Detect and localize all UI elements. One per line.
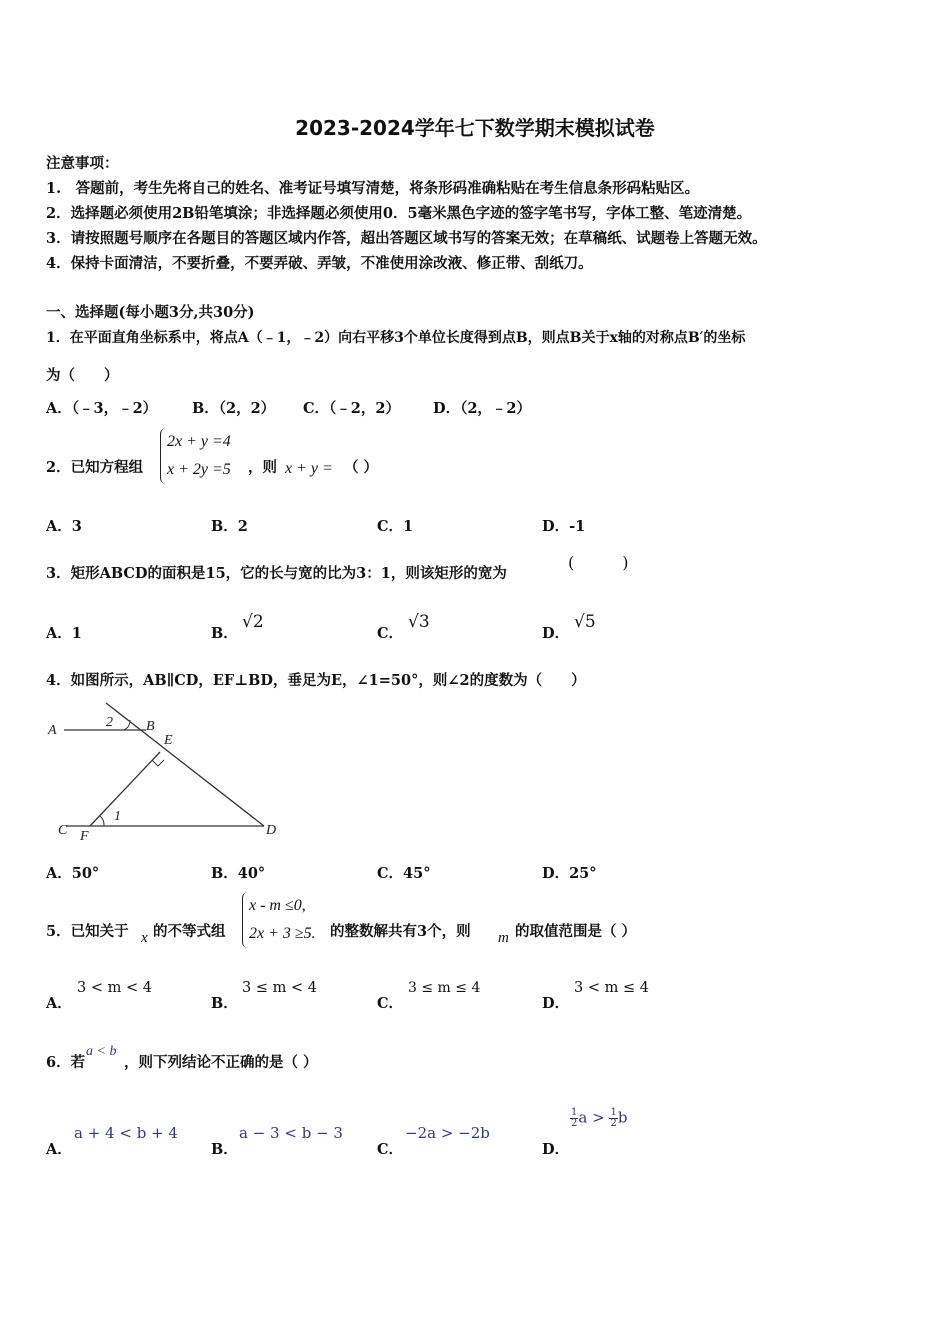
q6-prefix: 6．若 [46,1054,86,1071]
q2-option-a[interactable]: A．3 [46,518,82,535]
q6-condition: a < b [86,1044,117,1059]
notice-heading: 注意事项： [46,155,119,172]
q4-option-b[interactable]: B．40° [211,865,266,882]
q3-option-c-value: √3 [408,612,430,632]
q2-expression: x + y = [285,460,333,477]
q5-inequality-system [242,892,316,948]
q4-text: 4．如图所示，AB∥CD，EF⊥BD，垂足为E，∠1=50°，则∠2的度数为（ ） [46,672,586,689]
q3-option-b-value: √2 [242,612,264,632]
q6-option-b[interactable]: B． [211,1141,238,1158]
q1-text-cont: 为（ ） [46,367,119,384]
line-ef [90,752,160,826]
q2-equation-system [160,428,231,484]
label-angle-2: 2 [106,715,113,730]
q2-option-b[interactable]: B．2 [211,518,248,535]
q5-option-d-value: 3 < m ≤ 4 [574,980,649,996]
q1-option-c[interactable]: C．（﹣2，2） [303,400,400,417]
label-e: E [164,733,173,748]
q6-option-a-value: a + 4 < b + 4 [74,1124,178,1142]
q6-d-frac-left: $\frac{1}{2}$ [571,1107,578,1129]
q4-option-d[interactable]: D．25° [542,865,597,882]
q3-paren: ( ) [568,553,629,572]
exam-title: 2023-2024学年七下数学期末模拟试卷 [295,116,655,140]
q5-var-m: m [498,930,509,946]
q5-option-d[interactable]: D． [542,995,570,1012]
label-d: D [266,823,277,838]
notice-item-4: 4．保持卡面清洁，不要折叠，不要弄破、弄皱，不准使用涂改液、修正带、刮纸刀。 [46,255,593,272]
label-f: F [80,829,89,844]
notice-item-2: 2．选择题必须使用2B铅笔填涂；非选择题必须使用0．5毫米黑色字迹的签字笔书写，字体工整、笔迹清楚。 [46,205,752,222]
q2-mid: ，则 [248,459,277,476]
q1-option-a[interactable]: A．（﹣3，﹣2） [46,400,158,417]
q5-var-x: x [141,930,148,946]
q5-suffix: 的取值范围是（ ） [515,923,637,940]
right-angle-mark [152,760,164,766]
q6-option-d-value: $\frac{1}{2}$ a > $\frac{1}{2}$ b [571,1107,628,1129]
q6-option-c[interactable]: C． [377,1141,404,1158]
q5-prefix: 5．已知关于 [46,923,129,940]
q6-option-c-value: −2a > −2b [405,1124,490,1142]
q4-option-c[interactable]: C．45° [377,865,431,882]
q5-option-a-value: 3 < m < 4 [77,980,152,996]
q5-ineq2: 2x + 3 ≥5. [249,925,316,942]
q4-option-a[interactable]: A．50° [46,865,100,882]
label-c: C [58,823,68,838]
q3-text: 3．矩形ABCD的面积是15，它的长与宽的比为3：1，则该矩形的宽为 [46,565,507,582]
q2-prefix: 2．已知方程组 [46,459,144,476]
q5-option-c-value: 3 ≤ m ≤ 4 [408,980,481,996]
label-a: A [48,723,57,738]
notice-item-3: 3．请按照题号顺序在各题目的答题区域内作答，超出答题区域书写的答案无效；在草稿纸、试题卷上答题无效。 [46,230,767,247]
q5-option-a[interactable]: A． [46,995,72,1012]
q2-eq2: x + 2y =5 [167,461,231,478]
q2-eq1: 2x + y =4 [167,433,231,450]
q2-suffix: （ ） [344,459,379,476]
q5-option-b-value: 3 ≤ m < 4 [242,980,317,996]
label-b: B [146,719,155,734]
q3-option-d[interactable]: D． [542,625,570,642]
q1-option-b[interactable]: B．（2，2） [192,400,276,417]
q5-ineq1: x - m ≤0, [249,897,306,914]
q5-mid2: 的整数解共有3个，则 [330,923,471,940]
q5-mid1: 的不等式组 [153,923,226,940]
q3-option-b[interactable]: B． [211,625,238,642]
q4-geometry-figure [46,700,286,846]
q1-option-d[interactable]: D．（2，﹣2） [433,400,532,417]
q5-option-b[interactable]: B． [211,995,238,1012]
q6-option-b-value: a − 3 < b − 3 [239,1124,343,1142]
q5-option-c[interactable]: C． [377,995,404,1012]
q3-option-d-value: √5 [574,612,596,632]
section-heading: 一、选择题(每小题3分,共30分) [46,304,255,321]
q1-text: 1．在平面直角坐标系中，将点A（﹣1，﹣2）向右平移3个单位长度得到点B，则点B关于x轴的对称点B′的坐标 [46,330,746,346]
q3-option-a[interactable]: A．1 [46,625,82,642]
q6-option-d[interactable]: D． [542,1141,570,1158]
q3-option-c[interactable]: C． [377,625,404,642]
notice-item-1: 1. 答题前，考生先将自己的姓名、准考证号填写清楚，将条形码准确粘贴在考生信息条形码粘贴区。 [46,180,700,197]
q6-option-a[interactable]: A． [46,1141,72,1158]
q2-option-c[interactable]: C．1 [377,518,414,535]
q6-suffix: ，则下列结论不正确的是（ ） [124,1054,318,1071]
q2-option-d[interactable]: D．-1 [542,518,586,535]
label-angle-1: 1 [114,809,121,824]
q6-d-frac-right: $\frac{1}{2}$ [610,1107,617,1129]
angle-1-arc [100,816,104,826]
